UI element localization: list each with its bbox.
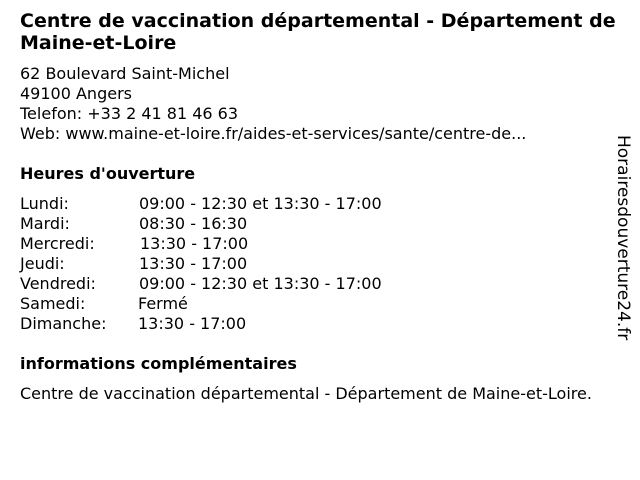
day-label: Mardi: (20, 214, 70, 233)
day-label: Dimanche: (20, 314, 107, 333)
address-street: 62 Boulevard Saint-Michel (20, 64, 230, 83)
hours-value: 09:00 - 12:30 et 13:30 - 17:00 (139, 194, 382, 213)
day-label: Lundi: (20, 194, 69, 213)
phone-number[interactable]: Telefon: +33 2 41 81 46 63 (20, 104, 239, 123)
site-watermark: Horairesdouverture24.fr (613, 135, 633, 341)
hours-value: 08:30 - 16:30 (139, 214, 248, 233)
page-title: Centre de vaccination départemental - Département de Maine-et-Loire (20, 10, 616, 54)
day-label: Jeudi: (20, 254, 65, 273)
hours-value: 13:30 - 17:00 (140, 234, 249, 253)
additional-info-heading: informations complémentaires (20, 354, 297, 373)
address-block (20, 64, 526, 144)
website-link[interactable]: Web: www.maine-et-loire.fr/aides-et-services/sante/centre-de... (20, 124, 527, 143)
hours-value: 13:30 - 17:00 (139, 254, 248, 273)
day-label: Vendredi: (20, 274, 96, 293)
hours-value: Fermé (138, 294, 188, 313)
hours-value: 09:00 - 12:30 et 13:30 - 17:00 (139, 274, 382, 293)
day-label: Mercredi: (20, 234, 95, 253)
additional-info-text: Centre de vaccination départemental - Département de Maine-et-Loire. (20, 384, 592, 403)
hours-value: 13:30 - 17:00 (138, 314, 247, 333)
opening-hours-heading: Heures d'ouverture (20, 164, 196, 183)
day-label: Samedi: (20, 294, 86, 313)
address-city: 49100 Angers (20, 84, 132, 103)
